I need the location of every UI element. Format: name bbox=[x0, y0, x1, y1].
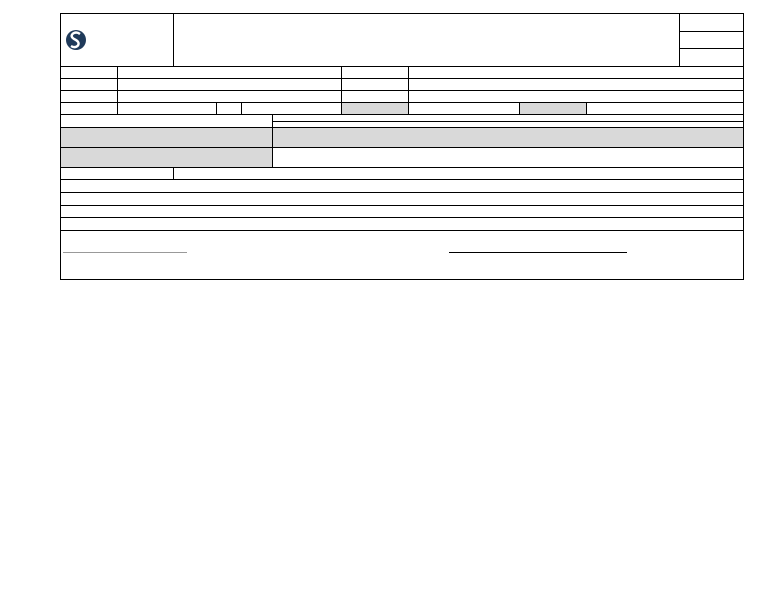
observaciones-line-4[interactable] bbox=[61, 218, 743, 231]
inspeccionado-label bbox=[61, 148, 273, 167]
otros-band bbox=[273, 128, 743, 147]
marca-field[interactable] bbox=[409, 79, 743, 90]
firma-trabajador-line[interactable] bbox=[63, 252, 187, 253]
proyecto-field[interactable] bbox=[118, 67, 342, 78]
label-al bbox=[217, 103, 242, 114]
semana-del-field[interactable] bbox=[118, 103, 217, 114]
doc-code bbox=[680, 14, 743, 32]
observaciones-label bbox=[61, 168, 174, 179]
observaciones-line-3[interactable] bbox=[61, 206, 743, 218]
serie-field[interactable] bbox=[409, 91, 743, 102]
days-header bbox=[61, 115, 743, 128]
label-proyecto bbox=[61, 67, 118, 78]
label-ubicacion bbox=[61, 91, 118, 102]
label-mes bbox=[342, 103, 409, 114]
label-semana-del bbox=[61, 103, 118, 114]
actividad-field[interactable] bbox=[118, 79, 342, 90]
info-row-semana bbox=[61, 103, 743, 115]
info-row-ubicacion bbox=[61, 91, 743, 103]
label-anio bbox=[520, 103, 587, 114]
al-field[interactable] bbox=[242, 103, 342, 114]
label-fecha-fabricacion bbox=[342, 67, 409, 78]
day-names bbox=[273, 115, 743, 122]
info-row-actividad bbox=[61, 79, 743, 91]
days-block bbox=[273, 115, 743, 127]
form-title bbox=[174, 14, 680, 66]
observaciones-field[interactable] bbox=[174, 168, 743, 179]
fecha-fabricacion-field[interactable] bbox=[409, 67, 743, 78]
observaciones-row bbox=[61, 168, 743, 180]
label-marca bbox=[342, 79, 409, 90]
day-subheaders bbox=[273, 122, 743, 127]
form-header bbox=[61, 14, 743, 67]
logo-s-icon bbox=[65, 25, 87, 55]
observaciones-line-1[interactable] bbox=[61, 180, 743, 193]
doc-date bbox=[680, 49, 743, 66]
ubicacion-field[interactable] bbox=[118, 91, 342, 102]
otros-header bbox=[61, 128, 743, 148]
inspeccionado-row bbox=[61, 148, 743, 168]
inspeccionado-cells bbox=[273, 148, 743, 167]
company-logo bbox=[61, 14, 174, 66]
observaciones-line-2[interactable] bbox=[61, 193, 743, 206]
estado-label bbox=[61, 115, 273, 127]
doc-meta bbox=[680, 14, 743, 66]
otros-label bbox=[61, 128, 273, 147]
firma-inspector-line[interactable] bbox=[449, 252, 627, 253]
label-serie bbox=[342, 91, 409, 102]
form-sheet bbox=[60, 13, 744, 280]
doc-version bbox=[680, 32, 743, 50]
signature-row bbox=[61, 231, 743, 279]
info-row-proyecto bbox=[61, 67, 743, 79]
label-actividad bbox=[61, 79, 118, 90]
anio-field[interactable] bbox=[587, 103, 743, 114]
mes-field[interactable] bbox=[409, 103, 520, 114]
